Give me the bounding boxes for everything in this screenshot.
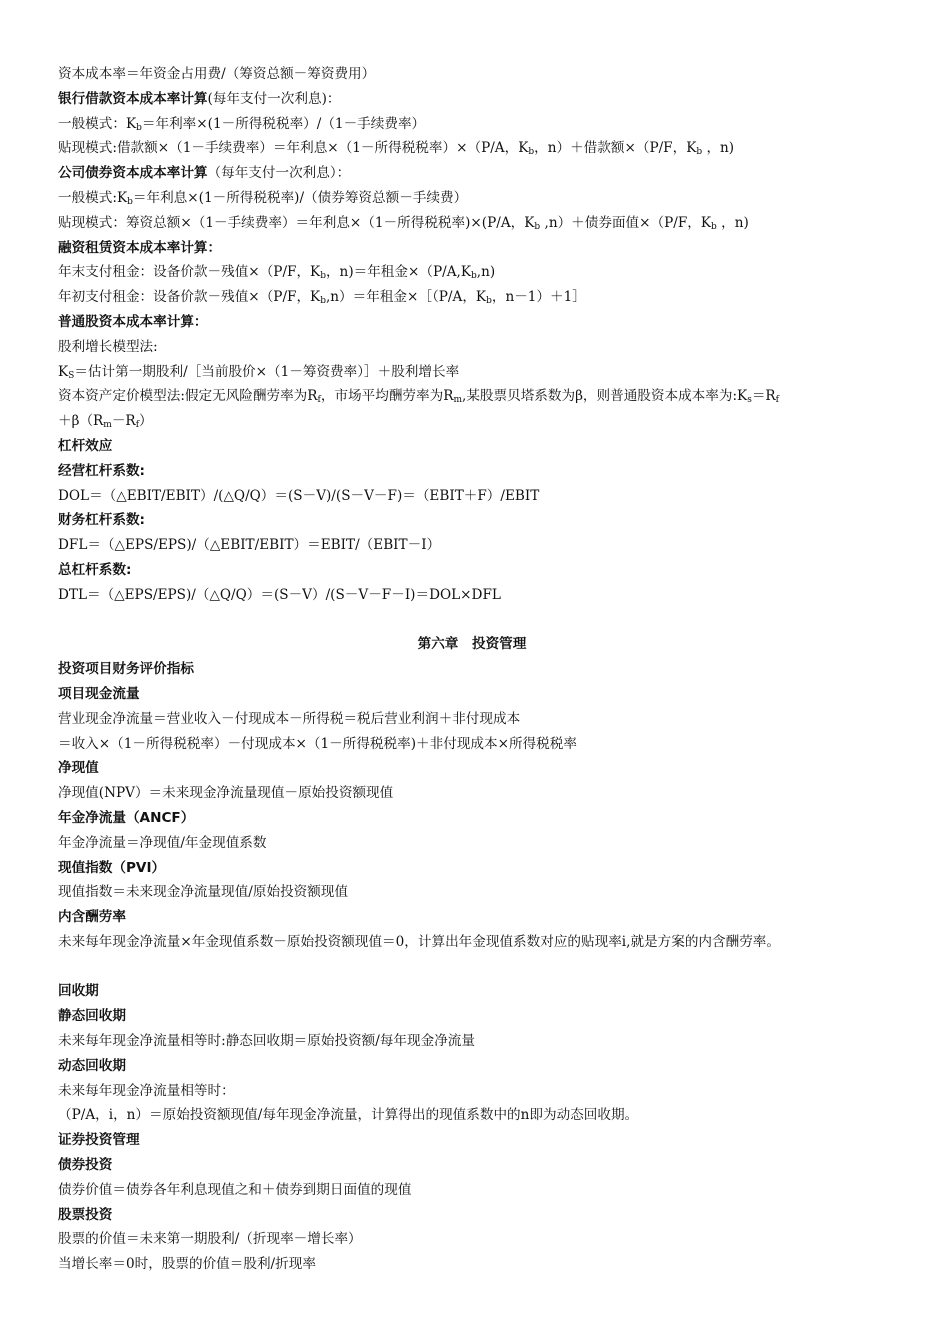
bold-heading: 股票投资 (58, 1206, 113, 1223)
bold-heading: 回收期 (58, 983, 99, 1000)
text-line: 一般模式$:K_b=$年利息×(1－所得税税率)/（债券筹资总额－手续费） (58, 189, 468, 207)
bold-heading: 年金净流量（ANCF） (58, 809, 195, 826)
bold-heading: 财务杠杆系数: (58, 512, 145, 529)
bold-heading: 动态回收期 (58, 1057, 126, 1074)
section-heading-line (58, 905, 946, 930)
blank-line (58, 608, 946, 633)
bold-heading: 普通股资本成本率计算： (58, 313, 208, 330)
bold-heading: 第六章 投资管理 (417, 636, 527, 653)
text-line: 年初支付租金：设备价款－残值×（P/F，$K_b,n)=$年租金×［（P/A，$K_b$，n－1）＋1］ (58, 289, 586, 307)
section-heading-line (58, 682, 946, 707)
text-line: 一般模式：$K_b=$年利率×(1－所得税税率）/（1－手续费率） (58, 115, 426, 133)
section-heading-line (58, 1153, 946, 1178)
chapter-title (58, 632, 946, 657)
section-heading-line (58, 1128, 946, 1153)
text-line: 未来每年现金净流量相等时:静态回收期＝原始投资额/每年现金净流量 (58, 1033, 475, 1050)
section-heading-line (58, 1054, 946, 1079)
text-line: （P/A，i，n）＝原始投资额现值/每年现金净流量，计算得出的现值系数中的n即为动态回收期。 (58, 1107, 639, 1124)
bold-heading: 债券投资 (58, 1157, 113, 1174)
text-line: 股利增长模型法: (58, 338, 158, 355)
blank-line (58, 955, 946, 980)
bold-heading: 银行借款资本成本率计算 (58, 90, 208, 107)
text-line: 营业现金净流量＝营业收入－付现成本－所得税＝税后营业利润＋非付现成本 (58, 710, 521, 727)
text-line: 年金净流量＝净现值/年金现值系数 (58, 834, 267, 851)
text-line: 资本成本率＝年资金占用费/（筹资总额－筹资费用） (58, 66, 376, 82)
section-heading-line: 银行借款资本成本率计算(每年支付一次利息)： (58, 90, 341, 107)
section-heading-line (58, 806, 946, 831)
bold-heading: 融资租赁资本成本率计算： (58, 239, 222, 256)
text-line: 未来每年现金净流量相等时： (58, 1082, 235, 1099)
text-line: 现值指数＝未来现金净流量现值/原始投资额现值 (58, 884, 349, 901)
bold-heading: 现值指数（PVI） (58, 859, 166, 876)
bold-heading: 证券投资管理 (58, 1132, 140, 1149)
section-heading-line (58, 1203, 946, 1228)
text-line: 贴现模式:借款额×（1－手续费率）＝年利息×（1－所得税税率）×（P/A，$K_b$，n）＋借款额×（P/F，$K_b$ ，n) (58, 140, 735, 158)
bold-heading: 内含酬劳率 (58, 909, 126, 926)
text-line: 净现值(NPV）＝未来现金净流量现值－原始投资额现值 (58, 785, 394, 802)
text-line: 资本资产定价模型法:假定无风险酬劳率为$R_f$，市场平均酬劳率为$R_m$,某股票贝塔系数为β，则普通股资本成本率为$:K_s=R_f$ (58, 388, 780, 406)
text-line: DFL＝（△EPS/EPS)/（△EBIT/EBIT）＝EBIT/（EBIT－I） (58, 537, 441, 554)
text-line: $K_S=$估计第一期股利/［当前股价×（1－筹资费率）］＋股利增长率 (58, 363, 460, 381)
section-heading-line (58, 459, 946, 484)
text-line: 股票的价值＝未来第一期股利/（折现率－增长率） (58, 1231, 362, 1248)
text-line: 未来每年现金净流量×年金现值系数－原始投资额现值＝0，计算出年金现值系数对应的贴现率i,就是方案的内含酬劳率。 (58, 933, 780, 950)
section-heading-line (58, 979, 946, 1004)
bold-heading: 静态回收期 (58, 1008, 126, 1025)
text-line: DTL＝（△EPS/EPS)/（△Q/Q）＝(S－V）/(S－V－F－I)＝DOL×DFL (58, 586, 501, 603)
bold-heading: 净现值 (58, 760, 99, 777)
section-heading-line (58, 310, 946, 335)
section-heading-line (58, 1004, 946, 1029)
document-page (58, 62, 946, 1277)
text-line: ＝收入×（1－所得税税率）－付现成本×（1－所得税税率)＋非付现成本×所得税税率 (58, 735, 577, 752)
section-heading-line (58, 434, 946, 459)
text-line: 当增长率＝0时，股票的价值＝股利/折现率 (58, 1256, 316, 1273)
section-heading-line (58, 657, 946, 682)
section-heading-line (58, 508, 946, 533)
section-heading-line (58, 856, 946, 881)
bold-heading: 公司债券资本成本率计算 (58, 165, 208, 182)
bold-heading: 投资项目财务评价指标 (58, 661, 194, 678)
section-heading-line (58, 756, 946, 781)
text-line: $+\beta(R_m-R_f)$ (58, 413, 153, 431)
section-heading-line (58, 558, 946, 583)
text-line: 债券价值＝债券各年利息现值之和＋债券到期日面值的现值 (58, 1181, 412, 1198)
bold-heading: 项目现金流量 (58, 685, 140, 702)
section-heading-line: 公司债券资本成本率计算（每年支付一次利息）： (58, 165, 351, 182)
text-line: 贴现模式：筹资总额×（1－手续费率）＝年利息×（1－所得税税率)×(P/A，$K_b$ ,n）＋债券面值×（P/F，$K_b$ ，n) (58, 214, 749, 232)
section-heading-line (58, 236, 946, 261)
bold-heading: 总杠杆系数: (58, 561, 132, 578)
bold-heading: 经营杠杆系数: (58, 462, 145, 479)
text-line: 年末支付租金：设备价款－残值×（P/F，$K_b$，n)＝年租金$\times(P/A,K_b,n)$ (58, 264, 496, 282)
text-line: DOL＝（△EBIT/EBIT）/(△Q/Q）＝(S－V)/(S－V－F)＝（EBIT＋F）/EBIT (58, 487, 540, 504)
bold-heading: 杠杆效应 (58, 437, 113, 454)
